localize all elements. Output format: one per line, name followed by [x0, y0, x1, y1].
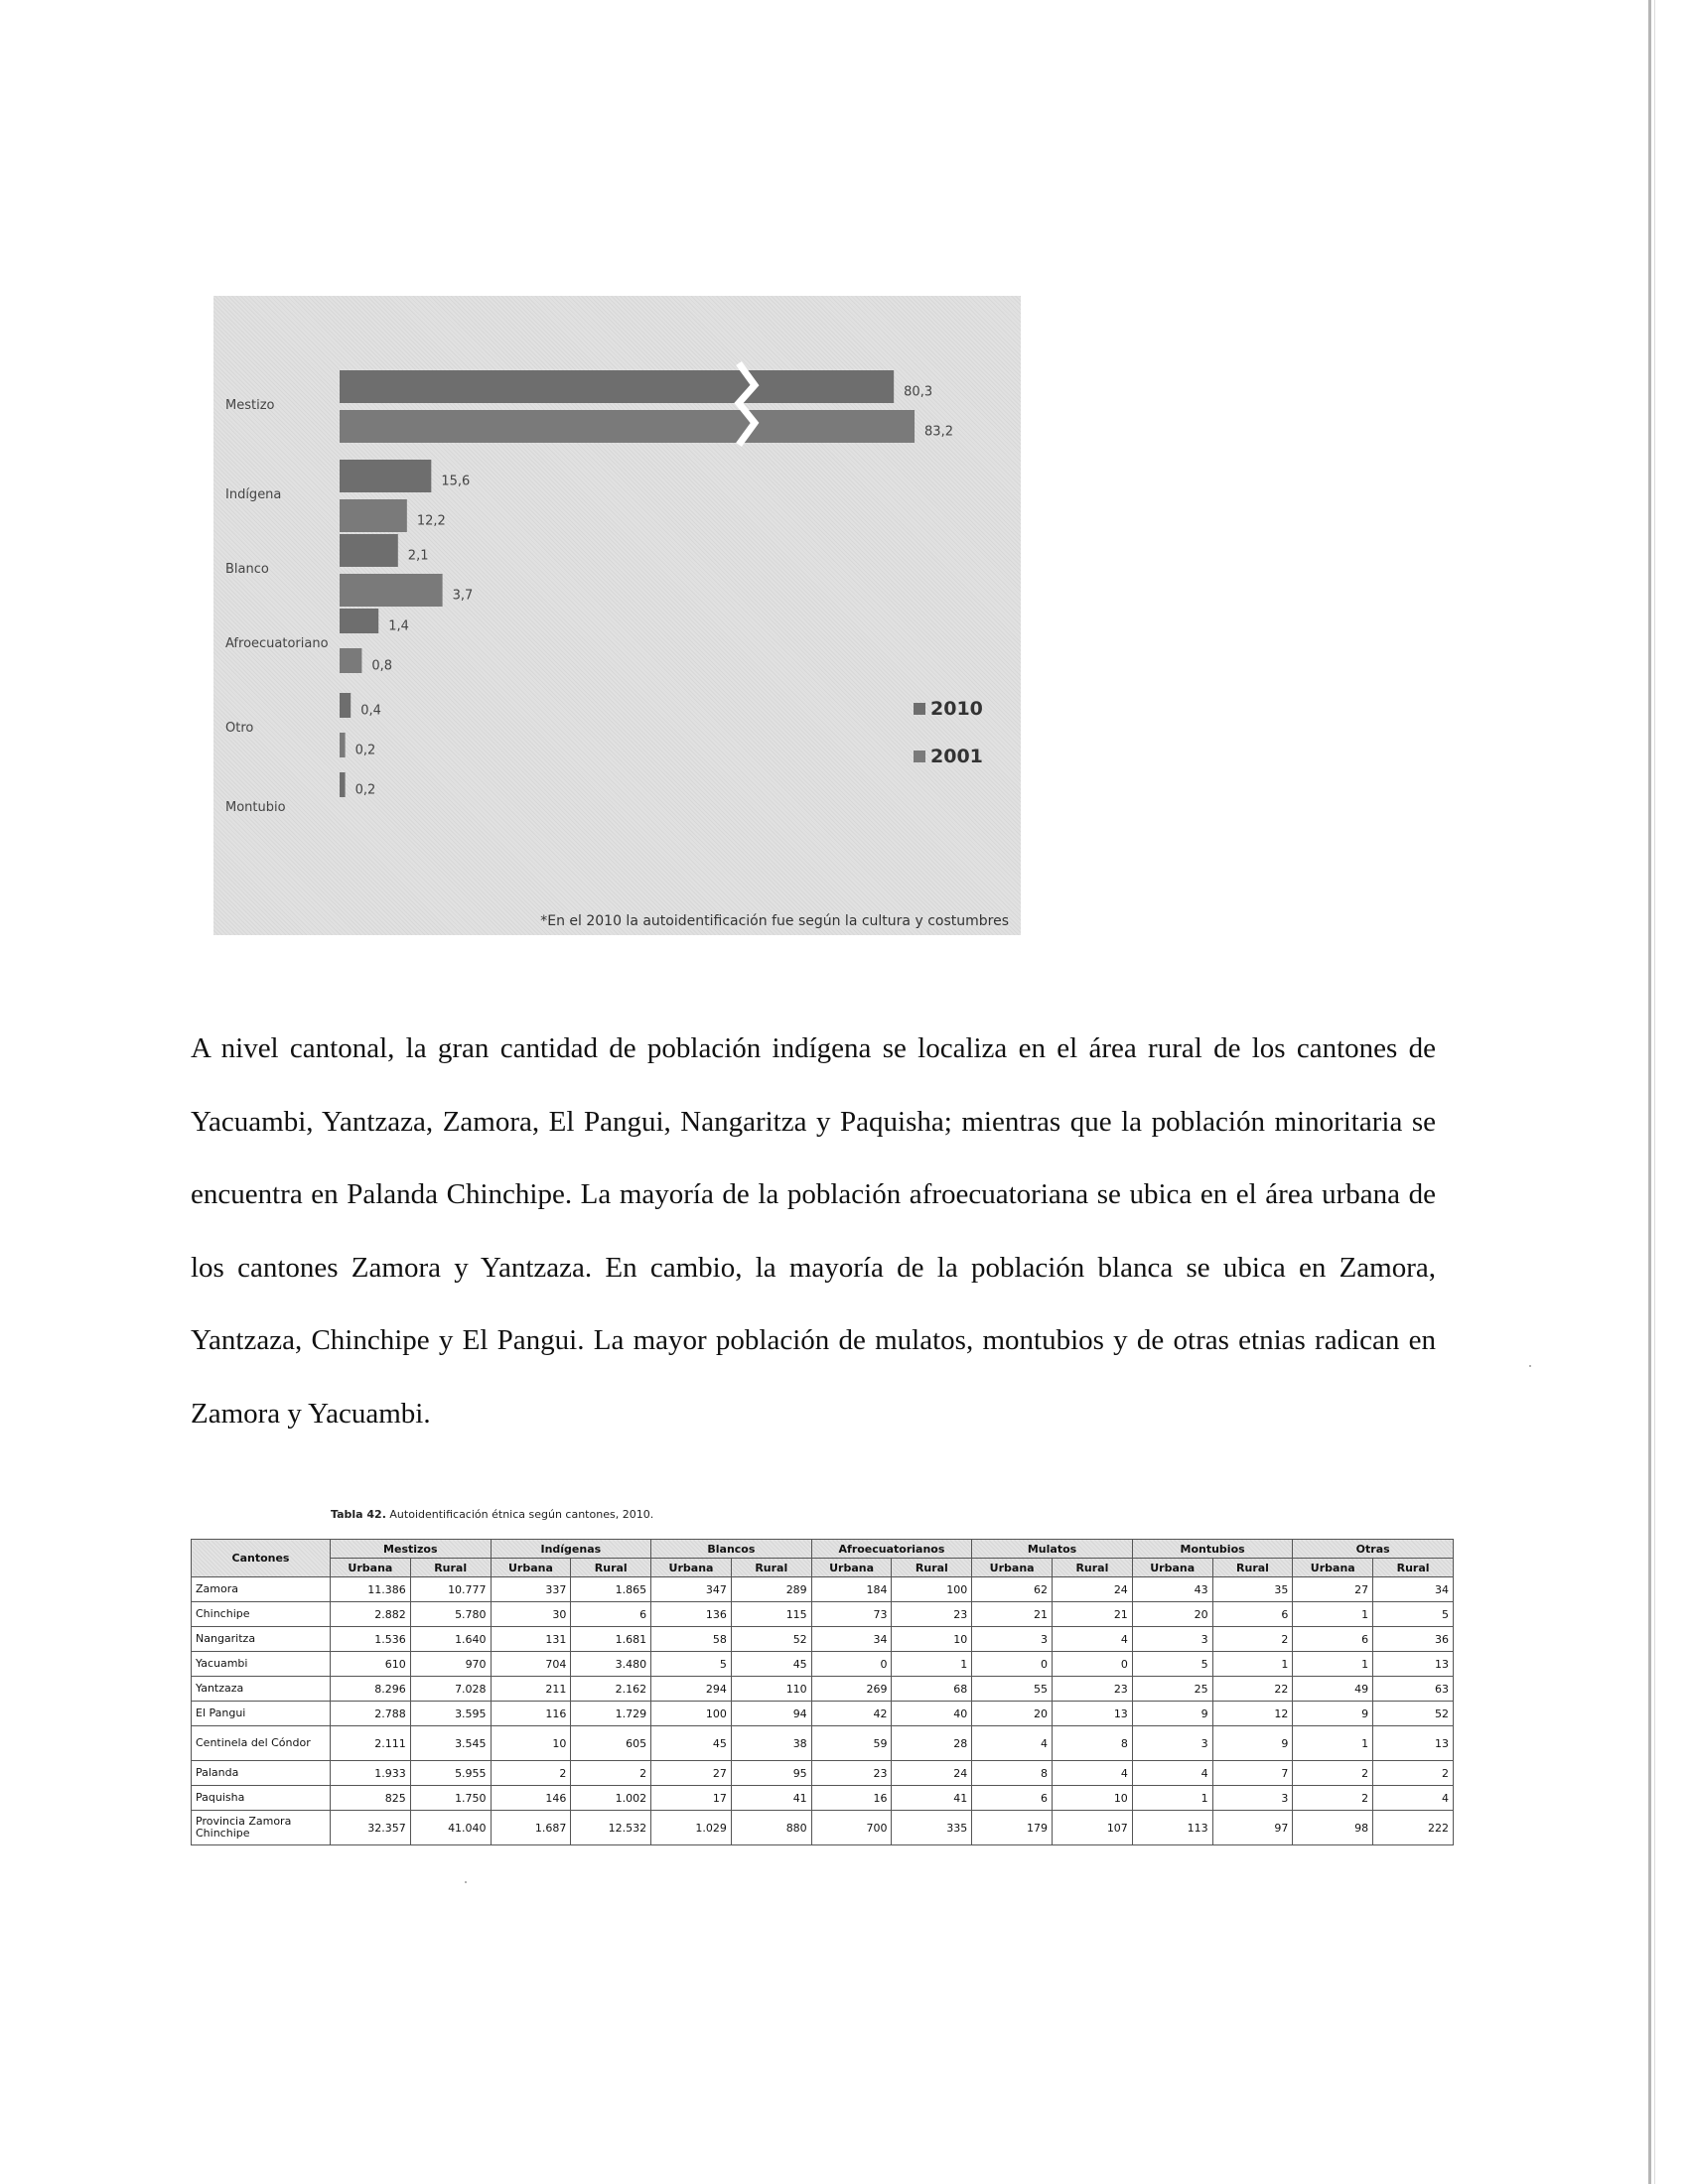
scan-speck	[1529, 1365, 1531, 1367]
value-cell: 1.729	[571, 1702, 651, 1726]
value-cell: 10	[491, 1726, 571, 1761]
data-label: 1,4	[388, 618, 409, 634]
value-cell: 113	[1132, 1811, 1212, 1845]
value-cell: 34	[1373, 1577, 1454, 1602]
value-cell: 12.532	[571, 1811, 651, 1845]
value-cell: 610	[331, 1652, 411, 1677]
data-label: 0,8	[371, 658, 393, 674]
group-header: Otras	[1293, 1540, 1454, 1559]
legend-swatch	[914, 703, 925, 715]
canton-name-cell: Chinchipe	[192, 1602, 331, 1627]
value-cell: 9	[1212, 1726, 1293, 1761]
table-row	[192, 1627, 1454, 1652]
bar-2001	[340, 574, 443, 607]
value-cell: 0	[811, 1652, 892, 1677]
value-cell: 11.386	[331, 1577, 411, 1602]
data-label: 3,7	[452, 588, 474, 604]
chart-footnote: *En el 2010 la autoidentificación fue según la cultura y costumbres	[540, 913, 1009, 929]
value-cell: 700	[811, 1811, 892, 1845]
data-label: 0,2	[354, 782, 376, 798]
value-cell: 52	[731, 1627, 811, 1652]
value-cell: 2.788	[331, 1702, 411, 1726]
value-cell: 2	[1293, 1786, 1373, 1811]
value-cell: 42	[811, 1702, 892, 1726]
value-cell: 605	[571, 1726, 651, 1761]
rural-subheader: Rural	[1053, 1559, 1133, 1577]
value-cell: 6	[1293, 1627, 1373, 1652]
value-cell: 12	[1212, 1702, 1293, 1726]
value-cell: 13	[1373, 1726, 1454, 1761]
value-cell: 179	[972, 1811, 1053, 1845]
value-cell: 3	[972, 1627, 1053, 1652]
value-cell: 222	[1373, 1811, 1454, 1845]
value-cell: 3	[1212, 1786, 1293, 1811]
data-label: 2,1	[407, 548, 429, 564]
group-header: Mulatos	[972, 1540, 1133, 1559]
value-cell: 347	[651, 1577, 732, 1602]
legend-swatch	[914, 751, 925, 762]
value-cell: 131	[491, 1627, 571, 1652]
value-cell: 32.357	[331, 1811, 411, 1845]
value-cell: 269	[811, 1677, 892, 1702]
value-cell: 8	[1053, 1726, 1133, 1761]
value-cell: 35	[1212, 1577, 1293, 1602]
value-cell: 1.536	[331, 1627, 411, 1652]
value-cell: 4	[1132, 1761, 1212, 1786]
value-cell: 825	[331, 1786, 411, 1811]
value-cell: 1.029	[651, 1811, 732, 1845]
legend-label: 2010	[930, 698, 983, 720]
value-cell: 55	[972, 1677, 1053, 1702]
value-cell: 4	[1373, 1786, 1454, 1811]
group-header: Montubios	[1132, 1540, 1293, 1559]
bar-2010	[340, 772, 346, 797]
value-cell: 2	[491, 1761, 571, 1786]
value-cell: 38	[731, 1726, 811, 1761]
value-cell: 5	[1132, 1652, 1212, 1677]
value-cell: 41	[892, 1786, 972, 1811]
group-header: Mestizos	[331, 1540, 492, 1559]
table-row	[192, 1652, 1454, 1677]
value-cell: 98	[1293, 1811, 1373, 1845]
body-paragraph: A nivel cantonal, la gran cantidad de población indígena se localiza en el área rural de los cantones de Yacuambi, Yantzaza, Zamora, El Pangui, Nangaritza y Paquisha; mientras que la población minoritaria se encuentra en Palanda Chinchipe. La mayoría de la población afroecuatoriana se ubica en el área urbana de los cantones Zamora y Yantzaza. En cambio, la mayoría de la población blanca se ubica en Zamora, Yantzaza, Chinchipe y El Pangui. La mayor población de mulatos, montubios y de otras etnias radican en Zamora y Yacuambi.	[191, 1032, 1436, 1430]
data-label: 83,2	[924, 424, 953, 440]
table-row	[192, 1677, 1454, 1702]
category-label: Mestizo	[225, 398, 275, 413]
value-cell: 45	[651, 1726, 732, 1761]
value-cell: 22	[1212, 1677, 1293, 1702]
value-cell: 7	[1212, 1761, 1293, 1786]
value-cell: 970	[410, 1652, 491, 1677]
value-cell: 17	[651, 1786, 732, 1811]
value-cell: 5	[651, 1652, 732, 1677]
value-cell: 94	[731, 1702, 811, 1726]
value-cell: 335	[892, 1811, 972, 1845]
urbana-subheader: Urbana	[1293, 1559, 1373, 1577]
value-cell: 2.162	[571, 1677, 651, 1702]
value-cell: 16	[811, 1786, 892, 1811]
table-subheader-row	[192, 1559, 1454, 1577]
bar-2010	[340, 370, 894, 403]
group-header: Afroecuatorianos	[811, 1540, 972, 1559]
value-cell: 43	[1132, 1577, 1212, 1602]
table-caption	[331, 1508, 653, 1521]
value-cell: 9	[1293, 1702, 1373, 1726]
canton-name-cell: Zamora	[192, 1577, 331, 1602]
urbana-subheader: Urbana	[651, 1559, 732, 1577]
canton-name-cell: Yacuambi	[192, 1652, 331, 1677]
bar-2010	[340, 609, 378, 633]
rural-subheader: Rural	[410, 1559, 491, 1577]
bar-2001	[340, 648, 361, 673]
data-label: 0,4	[360, 703, 381, 719]
data-label: 15,6	[441, 474, 471, 489]
value-cell: 23	[811, 1761, 892, 1786]
canton-name-cell: Yantzaza	[192, 1677, 331, 1702]
value-cell: 8	[972, 1761, 1053, 1786]
value-cell: 30	[491, 1602, 571, 1627]
value-cell: 1	[1293, 1726, 1373, 1761]
urbana-subheader: Urbana	[972, 1559, 1053, 1577]
category-label: Blanco	[225, 562, 269, 577]
value-cell: 10.777	[410, 1577, 491, 1602]
value-cell: 68	[892, 1677, 972, 1702]
canton-name-cell: Paquisha	[192, 1786, 331, 1811]
data-label: 80,3	[904, 384, 933, 400]
value-cell: 41	[731, 1786, 811, 1811]
value-cell: 1	[892, 1652, 972, 1677]
value-cell: 1.640	[410, 1627, 491, 1652]
value-cell: 1.933	[331, 1761, 411, 1786]
urbana-subheader: Urbana	[491, 1559, 571, 1577]
data-label: 12,2	[416, 513, 446, 529]
value-cell: 25	[1132, 1677, 1212, 1702]
bar-2010	[340, 534, 398, 567]
canton-name-cell: Nangaritza	[192, 1627, 331, 1652]
value-cell: 4	[972, 1726, 1053, 1761]
value-cell: 73	[811, 1602, 892, 1627]
rural-subheader: Rural	[1212, 1559, 1293, 1577]
value-cell: 2	[1373, 1761, 1454, 1786]
value-cell: 136	[651, 1602, 732, 1627]
value-cell: 1	[1293, 1652, 1373, 1677]
value-cell: 7.028	[410, 1677, 491, 1702]
value-cell: 1.681	[571, 1627, 651, 1652]
value-cell: 211	[491, 1677, 571, 1702]
value-cell: 21	[1053, 1602, 1133, 1627]
urbana-subheader: Urbana	[331, 1559, 411, 1577]
value-cell: 58	[651, 1627, 732, 1652]
corner-header: Cantones	[192, 1540, 331, 1577]
value-cell: 20	[1132, 1602, 1212, 1627]
value-cell: 110	[731, 1677, 811, 1702]
scan-speck	[465, 1881, 467, 1883]
value-cell: 146	[491, 1786, 571, 1811]
bar-chart-svg	[213, 296, 1021, 935]
data-label: 0,2	[354, 743, 376, 758]
value-cell: 27	[1293, 1577, 1373, 1602]
value-cell: 116	[491, 1702, 571, 1726]
page-edge-rule	[1648, 0, 1651, 2184]
rural-subheader: Rural	[731, 1559, 811, 1577]
value-cell: 2	[1293, 1761, 1373, 1786]
legend-label: 2001	[930, 746, 983, 767]
group-header: Indígenas	[491, 1540, 651, 1559]
value-cell: 0	[1053, 1652, 1133, 1677]
bar-2001	[340, 499, 407, 532]
table-caption-text: Autoidentificación étnica según cantones, 2010.	[389, 1508, 654, 1521]
value-cell: 10	[892, 1627, 972, 1652]
table-row	[192, 1726, 1454, 1761]
value-cell: 3.595	[410, 1702, 491, 1726]
value-cell: 704	[491, 1652, 571, 1677]
category-label: Montubio	[225, 800, 286, 815]
value-cell: 5	[1373, 1602, 1454, 1627]
value-cell: 13	[1053, 1702, 1133, 1726]
value-cell: 184	[811, 1577, 892, 1602]
value-cell: 13	[1373, 1652, 1454, 1677]
value-cell: 337	[491, 1577, 571, 1602]
value-cell: 1	[1212, 1652, 1293, 1677]
value-cell: 95	[731, 1761, 811, 1786]
category-label: Otro	[225, 721, 254, 736]
table-row	[192, 1761, 1454, 1786]
value-cell: 2	[1212, 1627, 1293, 1652]
value-cell: 63	[1373, 1677, 1454, 1702]
value-cell: 4	[1053, 1627, 1133, 1652]
page-edge-rule-secondary	[1654, 0, 1655, 2184]
value-cell: 3	[1132, 1627, 1212, 1652]
value-cell: 100	[651, 1702, 732, 1726]
bar-2010	[340, 693, 351, 718]
urbana-subheader: Urbana	[811, 1559, 892, 1577]
value-cell: 1.687	[491, 1811, 571, 1845]
value-cell: 100	[892, 1577, 972, 1602]
value-cell: 23	[1053, 1677, 1133, 1702]
value-cell: 1	[1293, 1602, 1373, 1627]
value-cell: 9	[1132, 1702, 1212, 1726]
category-label: Afroecuatoriano	[225, 636, 329, 651]
value-cell: 115	[731, 1602, 811, 1627]
value-cell: 52	[1373, 1702, 1454, 1726]
value-cell: 21	[972, 1602, 1053, 1627]
value-cell: 6	[1212, 1602, 1293, 1627]
rural-subheader: Rural	[1373, 1559, 1454, 1577]
value-cell: 1.002	[571, 1786, 651, 1811]
value-cell: 20	[972, 1702, 1053, 1726]
value-cell: 6	[571, 1602, 651, 1627]
table-group-header-row	[192, 1540, 1454, 1559]
value-cell: 10	[1053, 1786, 1133, 1811]
value-cell: 24	[1053, 1577, 1133, 1602]
value-cell: 3.545	[410, 1726, 491, 1761]
value-cell: 97	[1212, 1811, 1293, 1845]
ethnicity-by-canton-table	[191, 1539, 1454, 1845]
table-row	[192, 1577, 1454, 1602]
value-cell: 1.750	[410, 1786, 491, 1811]
value-cell: 4	[1053, 1761, 1133, 1786]
value-cell: 3	[1132, 1726, 1212, 1761]
group-header: Blancos	[651, 1540, 812, 1559]
value-cell: 107	[1053, 1811, 1133, 1845]
category-label: Indígena	[225, 487, 282, 502]
rural-subheader: Rural	[571, 1559, 651, 1577]
value-cell: 36	[1373, 1627, 1454, 1652]
bar-2001	[340, 410, 915, 443]
value-cell: 28	[892, 1726, 972, 1761]
value-cell: 24	[892, 1761, 972, 1786]
canton-name-cell: Palanda	[192, 1761, 331, 1786]
value-cell: 2	[571, 1761, 651, 1786]
ethnic-chart	[213, 296, 1021, 935]
canton-name-cell: Centinela del Cóndor	[192, 1726, 331, 1761]
value-cell: 8.296	[331, 1677, 411, 1702]
value-cell: 34	[811, 1627, 892, 1652]
value-cell: 5.955	[410, 1761, 491, 1786]
value-cell: 2.882	[331, 1602, 411, 1627]
canton-name-cell: Provincia Zamora Chinchipe	[192, 1811, 331, 1845]
value-cell: 6	[972, 1786, 1053, 1811]
rural-subheader: Rural	[892, 1559, 972, 1577]
value-cell: 1	[1132, 1786, 1212, 1811]
value-cell: 45	[731, 1652, 811, 1677]
value-cell: 0	[972, 1652, 1053, 1677]
value-cell: 294	[651, 1677, 732, 1702]
bar-2001	[340, 733, 346, 757]
value-cell: 1.865	[571, 1577, 651, 1602]
urbana-subheader: Urbana	[1132, 1559, 1212, 1577]
bar-2010	[340, 460, 431, 492]
value-cell: 40	[892, 1702, 972, 1726]
value-cell: 5.780	[410, 1602, 491, 1627]
value-cell: 41.040	[410, 1811, 491, 1845]
table-row	[192, 1786, 1454, 1811]
canton-name-cell: El Pangui	[192, 1702, 331, 1726]
value-cell: 49	[1293, 1677, 1373, 1702]
value-cell: 289	[731, 1577, 811, 1602]
table-row	[192, 1811, 1454, 1845]
value-cell: 3.480	[571, 1652, 651, 1677]
value-cell: 23	[892, 1602, 972, 1627]
value-cell: 2.111	[331, 1726, 411, 1761]
value-cell: 880	[731, 1811, 811, 1845]
table-row	[192, 1602, 1454, 1627]
value-cell: 62	[972, 1577, 1053, 1602]
table-caption-label: Tabla 42.	[331, 1508, 386, 1521]
value-cell: 27	[651, 1761, 732, 1786]
value-cell: 59	[811, 1726, 892, 1761]
table-row	[192, 1702, 1454, 1726]
